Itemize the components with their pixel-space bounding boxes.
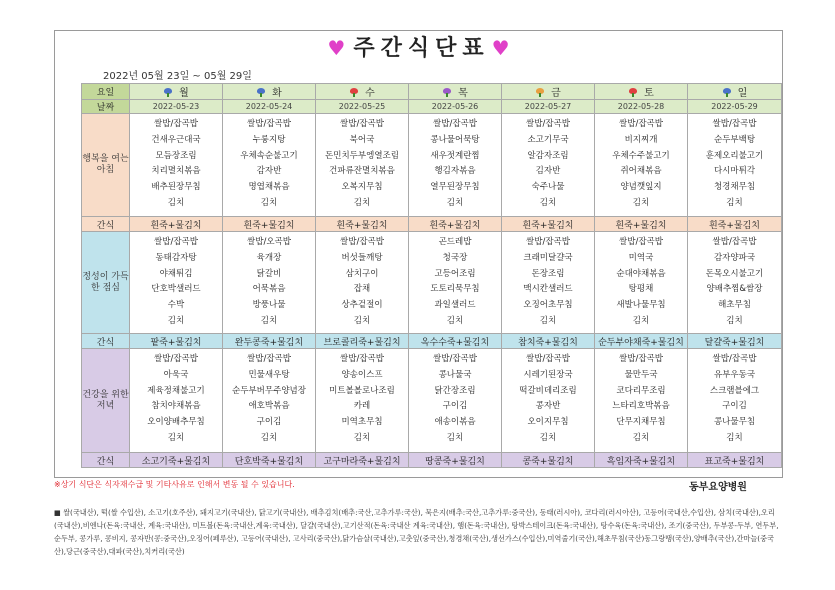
menu-item: 김치 bbox=[726, 432, 743, 443]
menu-item: 쥐어채볶음 bbox=[620, 166, 662, 177]
menu-item: 새우젓계란찜 bbox=[430, 150, 480, 161]
menu-item: 콩나물국 bbox=[438, 369, 472, 380]
menu-item: 쌀밥/잡곡밥 bbox=[154, 119, 198, 129]
origin-info: ■ 쌀(국내산), 떡(쌀 수입산), 소고기(호주산), 돼지고기(국내산), 닭고기(국내산), 배추김치(배추:국산,고추가루:국산), 묵은지(배추:국산,고추가루:중국산), 동태(러시아), 코다리(러시아산), 고등어(국내산,수입산), 삼치(국내산),오리(국내산),비엔나(돈육:국내산, 계육:국내산), 미트볼(돈육:국내산,계육:국내산), 달걀(국내산),고기산적(돈육:국내산 계육:국내산), 햄(돈육:국내산), 탕박스테이크(돈육:국내산), 탕수육(돈육:국내산), 조기(중국산), 두부콩-두부, 연두부,순두부, 콩가루, 콩비지, 콩자반(콩:중국산),오징어(페루산), 고등어(국내산), 고사리(중국산),닭가슴살(국내산),고춧잎(중국산),청경채(국산),생선가스(수입산),미역줄기(국산),해초무침(국산)동그랑땡(국산),양배추(국산),간마늘(중국산),당근(중국산),대파(국산),치커리(국산) bbox=[54, 508, 779, 556]
lunch-menu-cell bbox=[130, 232, 223, 334]
breakfast-snack-label: 간식 bbox=[82, 217, 130, 232]
menu-item: 고등어조림 bbox=[434, 268, 476, 279]
dinner-menu-cell bbox=[595, 349, 688, 453]
flower-icon bbox=[722, 88, 732, 97]
menu-item: 돈민치두부엥열조림 bbox=[325, 150, 399, 161]
menu-item: 구이김 bbox=[442, 401, 468, 412]
menu-item: 쌀밥/잡곡밥 bbox=[340, 237, 384, 247]
menu-item: 쌀밥/잡곡밥 bbox=[154, 354, 198, 364]
date-cell: 2022-05-23 bbox=[130, 100, 223, 114]
menu-item: 단호박샐러드 bbox=[151, 284, 201, 295]
menu-item: 김치 bbox=[632, 432, 650, 443]
snack-cell: 흑임자죽+물김치 bbox=[595, 453, 688, 468]
menu-item: 도토리묵무침 bbox=[430, 284, 480, 295]
menu-item: 김치 bbox=[726, 197, 743, 208]
breakfast-snack-row bbox=[82, 217, 782, 232]
menu-item: 동태감자탕 bbox=[155, 252, 197, 263]
menu-item: 해초무침 bbox=[718, 300, 751, 311]
menu-item: 배추된장무침 bbox=[151, 182, 201, 193]
day-name: 목 bbox=[458, 88, 468, 99]
dinner-menu-cell bbox=[130, 349, 223, 453]
menu-item: 미역국 bbox=[628, 252, 654, 263]
day-cell bbox=[595, 84, 688, 100]
menu-item: 쌀밥/잡곡밥 bbox=[433, 119, 477, 129]
menu-item: 청국장 bbox=[442, 252, 468, 263]
menu-item: 콩나물무침 bbox=[713, 417, 756, 428]
day-name: 일 bbox=[737, 88, 748, 99]
day-name: 금 bbox=[551, 88, 561, 99]
menu-item: 닭간장조림 bbox=[434, 385, 476, 396]
day-name: 화 bbox=[272, 88, 282, 99]
menu-item: 오이양배추무침 bbox=[147, 417, 205, 428]
menu-item: 오징어초무침 bbox=[523, 300, 573, 311]
flower-icon bbox=[256, 88, 266, 97]
lunch-menu-cell bbox=[688, 232, 782, 334]
menu-item: 김치 bbox=[446, 432, 464, 443]
day-cell bbox=[130, 84, 223, 100]
menu-item: 유부우동국 bbox=[713, 369, 756, 380]
menu-item: 콩나물어묵탕 bbox=[430, 134, 480, 145]
menu-item: 김치 bbox=[539, 315, 557, 326]
menu-item: 구이김 bbox=[722, 401, 747, 412]
menu-item: 닭갈비 bbox=[256, 268, 282, 279]
menu-item: 숙주나물 bbox=[531, 182, 565, 193]
menu-item: 카레 bbox=[353, 401, 371, 412]
menu-item: 쌀밥/잡곡밥 bbox=[340, 119, 384, 129]
menu-item: 김치 bbox=[446, 197, 464, 208]
flower-icon bbox=[442, 88, 452, 97]
snack-cell: 흰죽+물김치 bbox=[130, 217, 223, 232]
menu-item: 김치 bbox=[260, 197, 278, 208]
menu-item: 양념깻잎지 bbox=[620, 182, 662, 193]
snack-cell: 흰죽+물김치 bbox=[502, 217, 595, 232]
menu-item: 야채튀김 bbox=[159, 268, 193, 279]
menu-item: 소고기무국 bbox=[527, 134, 569, 145]
menu-item: 쌀밥/잡곡밥 bbox=[619, 354, 663, 364]
flower-icon bbox=[163, 88, 173, 97]
menu-item: 우체수주불고기 bbox=[612, 150, 670, 161]
menu-item: 쌀밥/잡곡밥 bbox=[340, 354, 384, 364]
menu-item: 김치 bbox=[539, 197, 557, 208]
menu-item: 김치 bbox=[167, 197, 185, 208]
snack-cell: 순두부야채죽+물김치 bbox=[595, 334, 688, 349]
breakfast-menu-cell bbox=[316, 114, 409, 217]
day-name: 수 bbox=[365, 88, 375, 99]
snack-cell: 완두콩죽+물김치 bbox=[223, 334, 316, 349]
snack-cell: 참치죽+물김치 bbox=[502, 334, 595, 349]
breakfast-menu-cell bbox=[502, 114, 595, 217]
day-header-label: 요일 bbox=[82, 84, 130, 100]
menu-item: 청경채무침 bbox=[713, 182, 756, 193]
dinner-snack-row bbox=[82, 453, 782, 468]
menu-table bbox=[81, 83, 782, 468]
breakfast-menu-cell bbox=[223, 114, 316, 217]
menu-item: 순두부백탕 bbox=[713, 134, 756, 145]
menu-item: 알감자조림 bbox=[527, 150, 569, 161]
menu-item: 양송이스프 bbox=[341, 369, 383, 380]
snack-cell: 땅콩죽+물김치 bbox=[409, 453, 502, 468]
menu-item: 감자반 bbox=[256, 166, 282, 177]
snack-cell: 표고죽+물김치 bbox=[688, 453, 782, 468]
notice-text: ※상기 식단은 식자재수급 및 기타사유로 인해서 변동 될 수 있습니다. bbox=[54, 480, 295, 489]
menu-item: 수박 bbox=[167, 300, 185, 311]
menu-item: 물만두국 bbox=[624, 369, 658, 380]
snack-cell: 팥죽+물김치 bbox=[130, 334, 223, 349]
menu-item: 단무지채무침 bbox=[616, 417, 666, 428]
date-cell: 2022-05-24 bbox=[223, 100, 316, 114]
dinner-snack-label: 간식 bbox=[82, 453, 130, 468]
breakfast-menu-cell bbox=[688, 114, 782, 217]
menu-item: 순두부버무주양념장 bbox=[232, 385, 306, 396]
menu-item: 김치 bbox=[260, 432, 278, 443]
date-cell: 2022-05-25 bbox=[316, 100, 409, 114]
menu-item: 과일샐러드 bbox=[434, 300, 476, 311]
menu-item: 크래미달걀국 bbox=[523, 252, 573, 263]
menu-item: 김치 bbox=[632, 315, 650, 326]
snack-cell: 단호박죽+물김치 bbox=[223, 453, 316, 468]
breakfast-row bbox=[82, 114, 782, 217]
breakfast-menu-cell bbox=[130, 114, 223, 217]
menu-item: 쌀밥/잡곡밥 bbox=[712, 119, 757, 129]
dinner-label: 건강을 위한 저녁 bbox=[82, 349, 130, 453]
snack-cell: 브로콜리죽+물김치 bbox=[316, 334, 409, 349]
hospital-name: 동부요양병원 bbox=[689, 482, 747, 493]
lunch-menu-cell bbox=[316, 232, 409, 334]
snack-cell: 콩죽+물김치 bbox=[502, 453, 595, 468]
menu-item: 쌀밥/잡곡밥 bbox=[247, 119, 291, 129]
lunch-row bbox=[82, 232, 782, 334]
menu-item: 열무된장무침 bbox=[430, 182, 480, 193]
day-cell bbox=[409, 84, 502, 100]
menu-item: 김치 bbox=[167, 432, 185, 443]
menu-item: 비지찌개 bbox=[624, 134, 658, 145]
menu-item: 코다리무조림 bbox=[616, 385, 666, 396]
heart-icon: ♥ bbox=[327, 36, 346, 60]
menu-item: 콩자반 bbox=[535, 401, 561, 412]
menu-item: 쌀밥/잡곡밥 bbox=[526, 237, 570, 247]
lunch-snack-label: 간식 bbox=[82, 334, 130, 349]
menu-item: 쌀밥/잡곡밥 bbox=[433, 354, 477, 364]
heart-icon: ♥ bbox=[491, 36, 510, 60]
day-name: 월 bbox=[179, 88, 189, 99]
menu-item: 삼치구이 bbox=[345, 268, 379, 279]
menu-item: 돈목오시불고기 bbox=[705, 268, 764, 279]
menu-item: 미트볼볼로나조림 bbox=[329, 385, 395, 396]
menu-item: 건파류잔멸치볶음 bbox=[329, 166, 395, 177]
snack-cell: 소고기죽+물김치 bbox=[130, 453, 223, 468]
menu-item: 순대야채볶음 bbox=[616, 268, 666, 279]
menu-item: 돈장조림 bbox=[531, 268, 565, 279]
lunch-menu-cell bbox=[409, 232, 502, 334]
menu-item: 김치 bbox=[167, 315, 185, 326]
day-cell bbox=[223, 84, 316, 100]
dinner-menu-cell bbox=[688, 349, 782, 453]
menu-item: 느타리호박볶음 bbox=[612, 401, 670, 412]
lunch-menu-cell bbox=[502, 232, 595, 334]
lunch-snack-row bbox=[82, 334, 782, 349]
menu-item: 김치 bbox=[353, 432, 371, 443]
menu-item: 감자양파국 bbox=[713, 252, 756, 263]
menu-item: 육개장 bbox=[256, 252, 282, 263]
menu-item: 미역초무침 bbox=[341, 417, 383, 428]
menu-item: 김치 bbox=[726, 315, 743, 326]
menu-item: 양배추찜&쌈장 bbox=[706, 284, 763, 295]
snack-cell: 흰죽+물김치 bbox=[409, 217, 502, 232]
date-header-label: 날짜 bbox=[82, 100, 130, 114]
snack-cell: 흰죽+물김치 bbox=[223, 217, 316, 232]
dinner-menu-cell bbox=[316, 349, 409, 453]
lunch-menu-cell bbox=[595, 232, 688, 334]
menu-item: 쌀밥/잡곡밥 bbox=[712, 237, 757, 247]
menu-item: 모듬장조림 bbox=[155, 150, 197, 161]
menu-item: 탕평채 bbox=[628, 284, 654, 295]
menu-item: 쌀밥/오곡밥 bbox=[247, 237, 291, 247]
menu-item: 떡갈비데리조림 bbox=[519, 385, 577, 396]
menu-item: 참치야채볶음 bbox=[151, 401, 201, 412]
menu-item: 맥시칸샐러드 bbox=[523, 284, 573, 295]
menu-item: 애송이볶음 bbox=[434, 417, 476, 428]
menu-item: 쌀밥/잡곡밥 bbox=[619, 237, 663, 247]
menu-item: 새발나물무침 bbox=[616, 300, 666, 311]
breakfast-menu-cell bbox=[409, 114, 502, 217]
menu-item: 북어국 bbox=[349, 134, 375, 145]
lunch-label: 정성이 가득한 점심 bbox=[82, 232, 130, 334]
menu-item: 애호박볶음 bbox=[248, 401, 290, 412]
menu-item: 우체속순불고기 bbox=[240, 150, 298, 161]
breakfast-label: 행복을 여는 아침 bbox=[82, 114, 130, 217]
menu-item: 김자반 bbox=[535, 166, 561, 177]
menu-item: 쌀밥/잡곡밥 bbox=[154, 237, 198, 247]
flower-icon bbox=[535, 88, 545, 97]
menu-item: 방풍나물 bbox=[252, 300, 286, 311]
snack-cell: 흰죽+물김치 bbox=[688, 217, 782, 232]
menu-item: 구이김 bbox=[256, 417, 282, 428]
menu-item: 오복지무침 bbox=[341, 182, 383, 193]
menu-item: 쌀밥/잡곡밥 bbox=[526, 354, 570, 364]
date-cell: 2022-05-27 bbox=[502, 100, 595, 114]
flower-icon bbox=[628, 88, 638, 97]
dinner-menu-cell bbox=[223, 349, 316, 453]
menu-item: 치리멸치볶음 bbox=[151, 166, 201, 177]
menu-item: 행김자볶음 bbox=[434, 166, 476, 177]
dinner-menu-cell bbox=[502, 349, 595, 453]
menu-item: 김치 bbox=[632, 197, 650, 208]
menu-item: 어묵볶음 bbox=[252, 284, 286, 295]
menu-item: 김치 bbox=[353, 197, 371, 208]
menu-item: 다시마튀각 bbox=[713, 166, 756, 177]
menu-item: 김치 bbox=[353, 315, 371, 326]
snack-cell: 흰죽+물김치 bbox=[316, 217, 409, 232]
dinner-row bbox=[82, 349, 782, 453]
lunch-menu-cell bbox=[223, 232, 316, 334]
menu-item: 잡채 bbox=[353, 284, 371, 295]
menu-item: 제육정채불고기 bbox=[147, 385, 205, 396]
menu-item: 김치 bbox=[260, 315, 278, 326]
snack-cell: 옥수수죽+물김치 bbox=[409, 334, 502, 349]
menu-item: 스크램블에그 bbox=[709, 385, 760, 396]
date-row bbox=[82, 100, 782, 114]
menu-item: 오이지무침 bbox=[527, 417, 569, 428]
date-cell: 2022-05-29 bbox=[688, 100, 782, 114]
menu-item: 쌀밥/잡곡밥 bbox=[526, 119, 570, 129]
menu-item: 아욱국 bbox=[163, 369, 189, 380]
page-title bbox=[55, 31, 782, 63]
menu-item: 상추겉절이 bbox=[341, 300, 383, 311]
snack-cell: 흰죽+물김치 bbox=[595, 217, 688, 232]
day-cell bbox=[316, 84, 409, 100]
day-cell bbox=[688, 84, 782, 100]
menu-item: 김치 bbox=[446, 315, 464, 326]
menu-item: 곤드레밥 bbox=[438, 237, 472, 247]
snack-cell: 고구마라죽+물김치 bbox=[316, 453, 409, 468]
menu-item: 명엽채볶음 bbox=[248, 182, 290, 193]
menu-item: 버섯들깨탕 bbox=[341, 252, 383, 263]
date-cell: 2022-05-26 bbox=[409, 100, 502, 114]
breakfast-menu-cell bbox=[595, 114, 688, 217]
menu-item: 쌀밥/잡곡밥 bbox=[712, 354, 757, 364]
title-text: 주간식단표 bbox=[353, 36, 490, 61]
menu-item: 김치 bbox=[539, 432, 557, 443]
snack-cell: 달걀죽+물김치 bbox=[688, 334, 782, 349]
day-row bbox=[82, 84, 782, 100]
day-cell bbox=[502, 84, 595, 100]
menu-item: 훈제오리불고기 bbox=[705, 150, 764, 161]
dinner-menu-cell bbox=[409, 349, 502, 453]
menu-item: 건새우근대국 bbox=[151, 134, 201, 145]
menu-item: 쌀밥/잡곡밥 bbox=[619, 119, 663, 129]
menu-sheet bbox=[54, 30, 783, 478]
menu-item: 누룽지탕 bbox=[252, 134, 286, 145]
menu-item: 쌀밥/잡곡밥 bbox=[247, 354, 291, 364]
flower-icon bbox=[349, 88, 359, 97]
date-range: 2022년 05월 23일 ~ 05월 29일 bbox=[103, 71, 252, 82]
date-cell: 2022-05-28 bbox=[595, 100, 688, 114]
menu-item: 시레기된장국 bbox=[523, 369, 573, 380]
day-name: 토 bbox=[644, 88, 654, 99]
menu-item: 민물새우탕 bbox=[248, 369, 290, 380]
